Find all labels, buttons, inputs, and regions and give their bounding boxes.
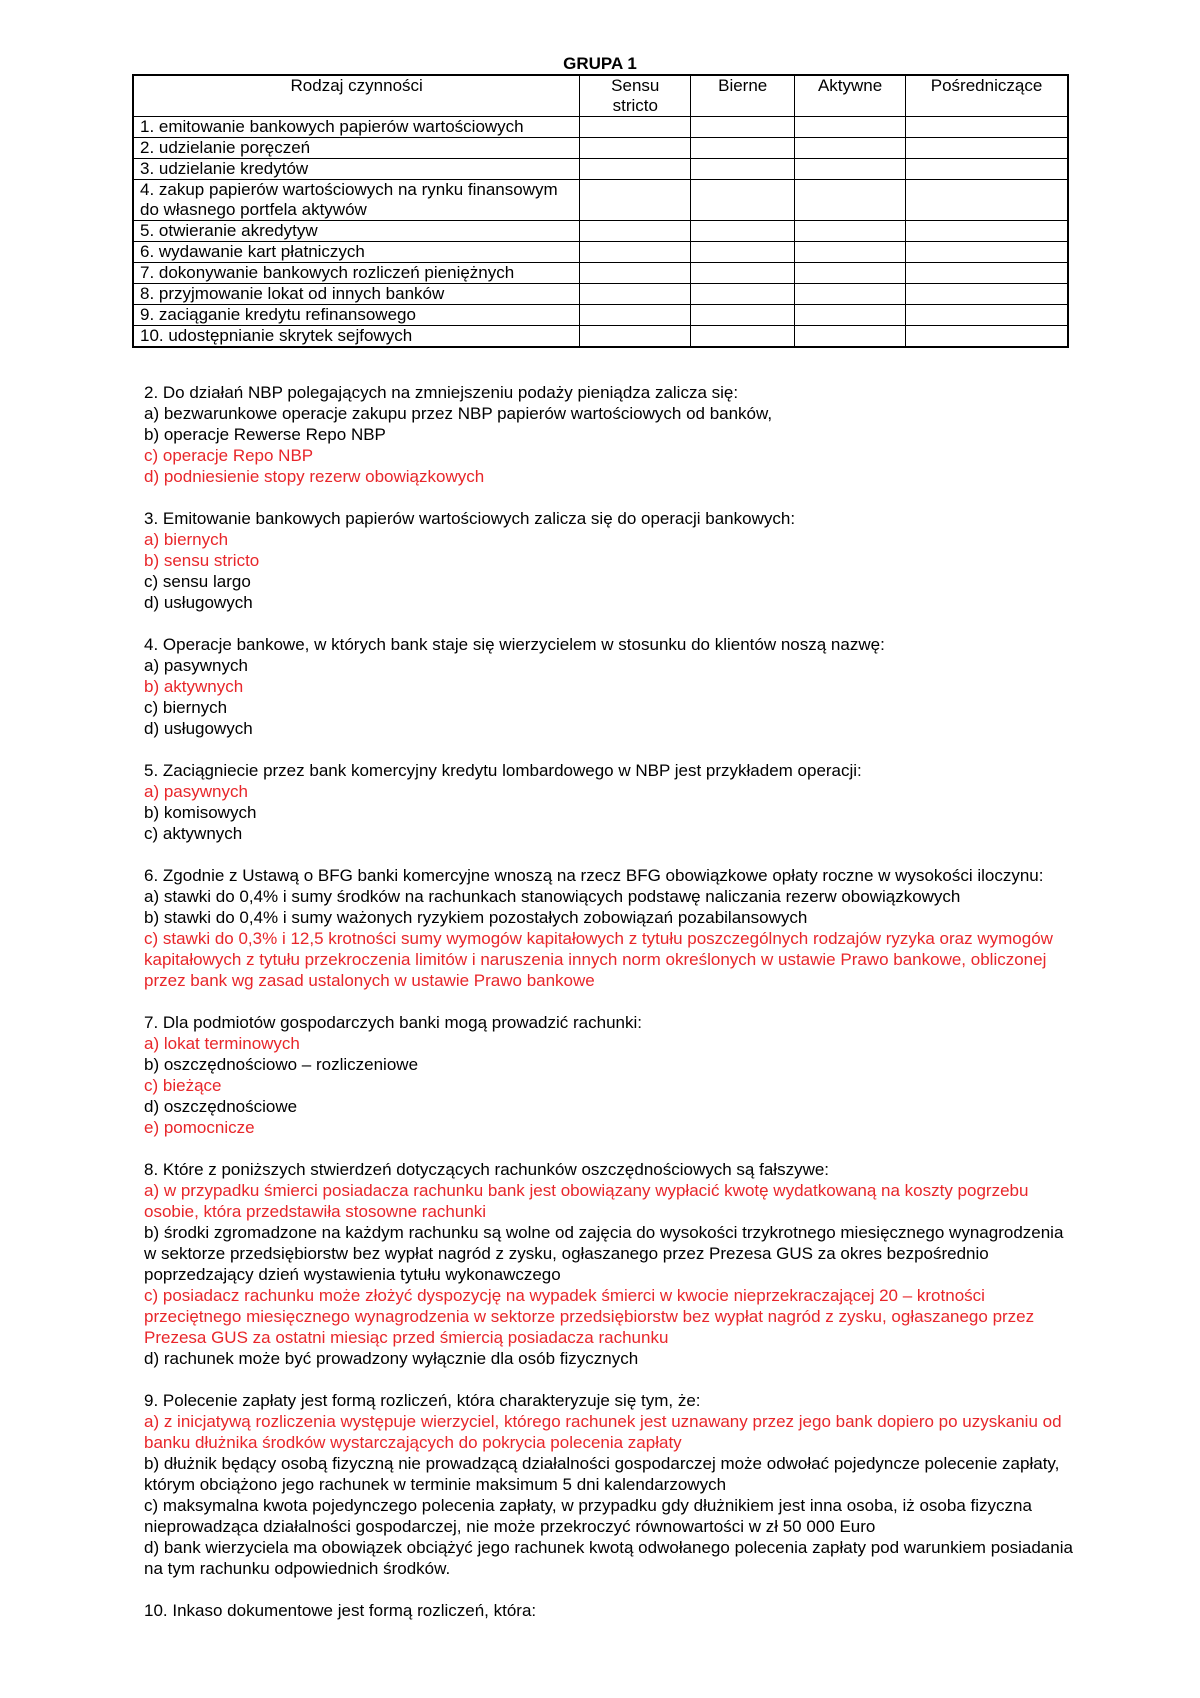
row-label: 1. emitowanie bankowych papierów wartościowych — [133, 117, 580, 138]
answer-cell[interactable] — [795, 117, 906, 138]
answer-cell[interactable] — [580, 305, 691, 326]
answer-cell[interactable] — [580, 180, 691, 221]
answer-option: a) pasywnych — [144, 656, 248, 675]
row-label: 3. udzielanie kredytów — [133, 159, 580, 180]
answer-correct: b) aktywnych — [144, 677, 244, 696]
question-text: 10. Inkaso dokumentowe jest formą rozliczeń, która: — [144, 1601, 537, 1620]
answer-cell[interactable] — [906, 117, 1068, 138]
answer-cell[interactable] — [906, 263, 1068, 284]
answer-correct: e) pomocnicze — [144, 1118, 255, 1137]
answer-cell[interactable] — [906, 242, 1068, 263]
answer-cell[interactable] — [795, 326, 906, 348]
question-block — [144, 1390, 1074, 1579]
answer-option: c) sensu largo — [144, 572, 251, 591]
answer-option: b) oszczędnościowo – rozliczeniowe — [144, 1055, 419, 1074]
table-header-row — [133, 75, 1068, 117]
answer-option: b) dłużnik będący osobą fizyczną nie prowadzącą działalności gospodarczej może odwołać pojedyncze polecenie zapłaty, którym obciążono jego rachunek w terminie maksimum 5 dni kalendarzowych — [144, 1454, 1060, 1494]
answer-option: d) oszczędnościowe — [144, 1097, 298, 1116]
answer-cell[interactable] — [906, 326, 1068, 348]
question-text: 6. Zgodnie z Ustawą o BFG banki komercyjne wnoszą na rzecz BFG obowiązkowe opłaty roczne w wysokości iloczynu: — [144, 866, 1044, 885]
answer-option: d) rachunek może być prowadzony wyłącznie dla osób fizycznych — [144, 1349, 639, 1368]
answer-cell[interactable] — [580, 138, 691, 159]
question-text: 3. Emitowanie bankowych papierów wartościowych zalicza się do operacji bankowych: — [144, 509, 796, 528]
answer-correct: c) posiadacz rachunku może złożyć dyspozycję na wypadek śmierci w kwocie nieprzekraczającej 20 – krotności przeciętnego miesięcznego wynagrodzenia w sektorze przedsiębiorstw bez wypłat nagród z zysku, ogłaszanego przez Prezesa GUS za ostatni miesiąc przed śmiercią posiadacza rachunku — [144, 1286, 1035, 1347]
answer-cell[interactable] — [906, 284, 1068, 305]
row-label: 2. udzielanie poręczeń — [133, 138, 580, 159]
row-label: 7. dokonywanie bankowych rozliczeń pieniężnych — [133, 263, 580, 284]
answer-cell[interactable] — [795, 221, 906, 242]
answer-correct: c) operacje Repo NBP — [144, 446, 314, 465]
answer-option: a) bezwarunkowe operacje zakupu przez NBP papierów wartościowych od banków, — [144, 404, 773, 423]
answer-cell[interactable] — [691, 221, 795, 242]
question-block — [144, 634, 1074, 739]
answer-cell[interactable] — [795, 263, 906, 284]
group-title: GRUPA 1 — [563, 54, 637, 73]
answer-option: b) stawki do 0,4% i sumy ważonych ryzykiem pozostałych zobowiązań pozabilansowych — [144, 908, 808, 927]
table-row — [133, 117, 1068, 138]
answer-correct: a) lokat terminowych — [144, 1034, 300, 1053]
answer-cell[interactable] — [580, 326, 691, 348]
table-row — [133, 284, 1068, 305]
question-block — [144, 760, 1074, 844]
answer-correct: a) biernych — [144, 530, 229, 549]
answer-cell[interactable] — [795, 284, 906, 305]
table-row — [133, 326, 1068, 348]
row-label: 9. zaciąganie kredytu refinansowego — [133, 305, 580, 326]
answer-cell[interactable] — [691, 180, 795, 221]
answer-cell[interactable] — [906, 159, 1068, 180]
answer-correct: a) pasywnych — [144, 782, 248, 801]
answer-cell[interactable] — [795, 159, 906, 180]
question-text: 4. Operacje bankowe, w których bank staje się wierzycielem w stosunku do klientów noszą nazwę: — [144, 635, 885, 654]
answer-cell[interactable] — [691, 242, 795, 263]
row-label: 6. wydawanie kart płatniczych — [133, 242, 580, 263]
answer-cell[interactable] — [906, 221, 1068, 242]
answer-cell[interactable] — [795, 138, 906, 159]
answer-option: b) komisowych — [144, 803, 257, 822]
answer-correct: a) z inicjatywą rozliczenia występuje wierzyciel, którego rachunek jest uznawany przez jego bank dopiero po uzyskaniu od banku dłużnika środków wystarczających do pokrycia polecenia zapłaty — [144, 1412, 1062, 1452]
answer-option: c) biernych — [144, 698, 228, 717]
question-block — [144, 1012, 1074, 1138]
answer-cell[interactable] — [580, 117, 691, 138]
question-block — [144, 382, 1074, 487]
answer-cell[interactable] — [795, 180, 906, 221]
answer-cell[interactable] — [691, 159, 795, 180]
answer-correct: a) w przypadku śmierci posiadacza rachunku bank jest obowiązany wypłacić kwotę wydatkowaną na koszty pogrzebu osobie, która przedstawiła stosowne rachunki — [144, 1181, 1029, 1221]
header-aktywne: Aktywne — [795, 75, 906, 117]
question-block — [144, 508, 1074, 613]
header-sensu-stricto: Sensu stricto — [580, 75, 691, 117]
question-text: 9. Polecenie zapłaty jest formą rozliczeń, która charakteryzuje się tym, że: — [144, 1391, 701, 1410]
table-row — [133, 263, 1068, 284]
answer-cell[interactable] — [691, 138, 795, 159]
answer-option: d) bank wierzyciela ma obowiązek obciążyć jego rachunek kwotą odwołanego polecenia zapłaty pod warunkiem posiadania na tym rachunku odpowiednich środków. — [144, 1538, 1073, 1578]
answer-cell[interactable] — [795, 242, 906, 263]
answer-cell[interactable] — [691, 263, 795, 284]
header-bierne: Bierne — [691, 75, 795, 117]
row-label: 5. otwieranie akredytyw — [133, 221, 580, 242]
table-row — [133, 221, 1068, 242]
answer-option: c) maksymalna kwota pojedynczego polecenia zapłaty, w przypadku gdy dłużnikiem jest inna osoba, iż osoba fizyczna nieprowadząca działalności gospodarczej, nie może przekroczyć równowartości w zł 50 000 Euro — [144, 1496, 1032, 1536]
answer-option: d) usługowych — [144, 719, 253, 738]
table-row — [133, 180, 1068, 221]
answer-option: c) aktywnych — [144, 824, 243, 843]
answer-cell[interactable] — [795, 305, 906, 326]
table-row — [133, 138, 1068, 159]
operations-table — [132, 74, 1069, 348]
answer-cell[interactable] — [906, 305, 1068, 326]
question-text: 8. Które z poniższych stwierdzeń dotyczących rachunków oszczędnościowych są fałszywe: — [144, 1160, 830, 1179]
row-label: 8. przyjmowanie lokat od innych banków — [133, 284, 580, 305]
answer-cell[interactable] — [691, 305, 795, 326]
answer-option: a) stawki do 0,4% i sumy środków na rachunkach stanowiących podstawę naliczania rezerw obowiązkowych — [144, 887, 961, 906]
table-row — [133, 305, 1068, 326]
answer-option: b) środki zgromadzone na każdym rachunku są wolne od zajęcia do wysokości trzykrotnego miesięcznego wynagrodzenia w sektorze przedsiębiorstw bez wypłat nagród z zysku, ogłaszanego przez Prezesa GUS za okres bezpośrednio poprzedzający dzień wystawienia tytułu wykonawczego — [144, 1223, 1064, 1284]
question-block — [144, 865, 1074, 991]
row-label: 4. zakup papierów wartościowych na rynku finansowym do własnego portfela aktywów — [133, 180, 580, 221]
answer-option: b) operacje Rewerse Repo NBP — [144, 425, 386, 444]
question-block — [144, 1159, 1074, 1369]
table-row — [133, 242, 1068, 263]
answer-cell[interactable] — [691, 326, 795, 348]
table-row — [133, 159, 1068, 180]
question-block — [144, 1600, 1074, 1621]
answer-cell[interactable] — [906, 138, 1068, 159]
question-text: 5. Zaciągniecie przez bank komercyjny kredytu lombardowego w NBP jest przykładem operacji: — [144, 761, 862, 780]
answer-cell[interactable] — [691, 117, 795, 138]
answer-correct: c) stawki do 0,3% i 12,5 krotności sumy wymogów kapitałowych z tytułu poszczególnych rodzajów ryzyka oraz wymogów kapitałowych z tytułu przekroczenia limitów i naruszenia innych norm określonych w ustawie Prawo bankowe, obliczonej przez bank wg zasad ustalonych w ustawie Prawo bankowe — [144, 929, 1053, 990]
answer-cell[interactable] — [691, 284, 795, 305]
answer-correct: b) sensu stricto — [144, 551, 260, 570]
answer-cell[interactable] — [580, 284, 691, 305]
header-posredniczace: Pośredniczące — [906, 75, 1068, 117]
answer-correct: c) bieżące — [144, 1076, 222, 1095]
questions-section — [144, 382, 1074, 1642]
answer-cell[interactable] — [580, 242, 691, 263]
question-text: 7. Dla podmiotów gospodarczych banki mogą prowadzić rachunki: — [144, 1013, 642, 1032]
question-text: 2. Do działań NBP polegających na zmniejszeniu podaży pieniądza zalicza się: — [144, 383, 739, 402]
answer-cell[interactable] — [906, 180, 1068, 221]
answer-cell[interactable] — [580, 221, 691, 242]
answer-correct: d) podniesienie stopy rezerw obowiązkowych — [144, 467, 485, 486]
answer-cell[interactable] — [580, 263, 691, 284]
answer-cell[interactable] — [580, 159, 691, 180]
answer-option: d) usługowych — [144, 593, 253, 612]
row-label: 10. udostępnianie skrytek sejfowych — [133, 326, 580, 348]
header-rodzaj: Rodzaj czynności — [133, 75, 580, 117]
